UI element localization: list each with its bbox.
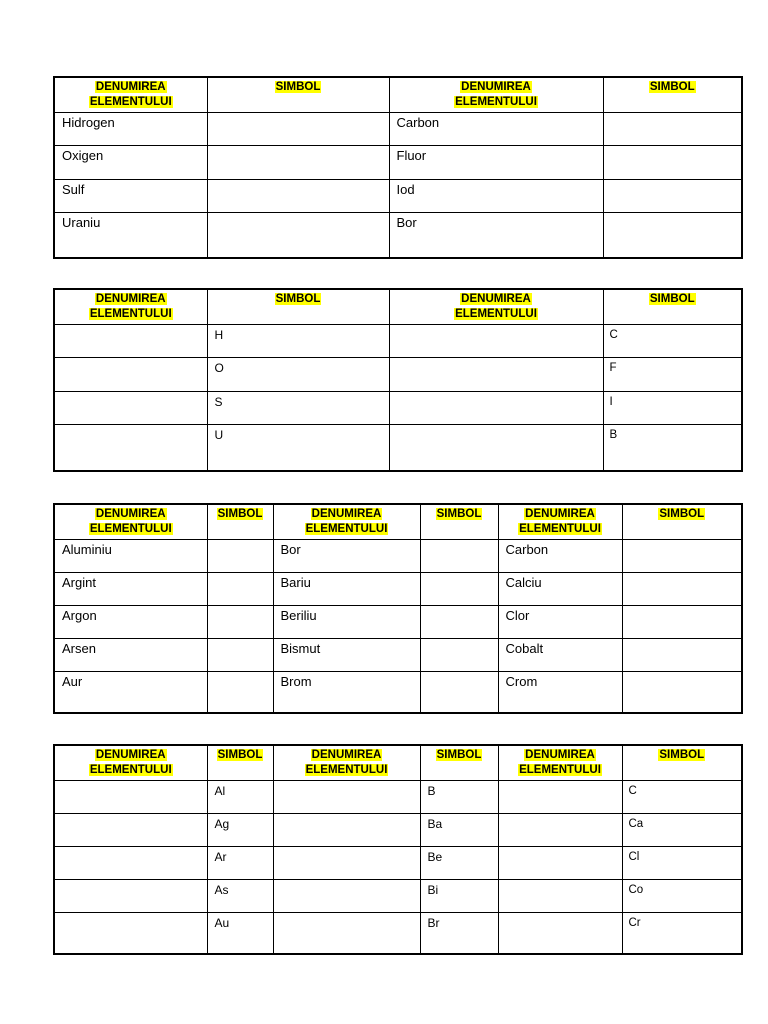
table-row <box>54 146 742 180</box>
header-symbol: SIMBOL <box>420 745 498 781</box>
name-answer-cell[interactable] <box>54 847 207 880</box>
table-row <box>54 847 742 880</box>
symbol-cell: As <box>207 880 273 913</box>
element-name-cell: Bor <box>389 213 603 258</box>
symbol-answer-cell[interactable] <box>603 146 742 180</box>
header-symbol: SIMBOL <box>603 289 742 325</box>
symbol-answer-cell[interactable] <box>420 672 498 713</box>
symbol-answer-cell[interactable] <box>622 672 742 713</box>
symbol-answer-cell[interactable] <box>207 213 389 258</box>
symbol-cell: Br <box>420 913 498 954</box>
symbol-answer-cell[interactable] <box>420 606 498 639</box>
name-answer-cell[interactable] <box>273 814 420 847</box>
header-symbol: SIMBOL <box>622 745 742 781</box>
symbol-answer-cell[interactable] <box>603 113 742 146</box>
element-name-cell: Calciu <box>498 573 622 606</box>
symbol-cell: Cl <box>622 847 742 880</box>
name-answer-cell[interactable] <box>498 847 622 880</box>
element-name-cell: Argint <box>54 573 207 606</box>
symbol-answer-cell[interactable] <box>622 540 742 573</box>
element-name-cell: Arsen <box>54 639 207 672</box>
symbol-answer-cell[interactable] <box>622 639 742 672</box>
name-answer-cell[interactable] <box>54 392 207 425</box>
element-name-cell: Aluminiu <box>54 540 207 573</box>
name-answer-cell[interactable] <box>389 325 603 358</box>
symbol-cell: Ar <box>207 847 273 880</box>
header-element-name: DENUMIREA ELEMENTULUI <box>54 77 207 113</box>
name-answer-cell[interactable] <box>54 781 207 814</box>
symbol-answer-cell[interactable] <box>207 606 273 639</box>
table-row <box>54 180 742 213</box>
symbol-cell: Ca <box>622 814 742 847</box>
header-symbol: SIMBOL <box>603 77 742 113</box>
symbol-cell: C <box>603 325 742 358</box>
header-symbol: SIMBOL <box>207 504 273 540</box>
element-name-cell: Aur <box>54 672 207 713</box>
symbol-cell: O <box>207 358 389 392</box>
element-name-cell: Hidrogen <box>54 113 207 146</box>
symbol-answer-cell[interactable] <box>420 639 498 672</box>
element-name-cell: Bor <box>273 540 420 573</box>
symbol-cell: Ag <box>207 814 273 847</box>
table-symbols-3col <box>53 744 743 955</box>
table-row <box>54 781 742 814</box>
symbol-cell: Ba <box>420 814 498 847</box>
element-name-cell: Carbon <box>389 113 603 146</box>
symbol-answer-cell[interactable] <box>207 113 389 146</box>
header-element-name: DENUMIREA ELEMENTULUI <box>54 504 207 540</box>
symbol-answer-cell[interactable] <box>622 606 742 639</box>
element-name-cell: Sulf <box>54 180 207 213</box>
symbol-cell: B <box>420 781 498 814</box>
name-answer-cell[interactable] <box>498 781 622 814</box>
name-answer-cell[interactable] <box>54 913 207 954</box>
name-answer-cell[interactable] <box>273 781 420 814</box>
element-name-cell: Argon <box>54 606 207 639</box>
table-row <box>54 573 742 606</box>
symbol-answer-cell[interactable] <box>603 180 742 213</box>
element-name-cell: Beriliu <box>273 606 420 639</box>
table-row <box>54 913 742 954</box>
table-row <box>54 606 742 639</box>
symbol-answer-cell[interactable] <box>207 146 389 180</box>
table-row <box>54 392 742 425</box>
table-row <box>54 672 742 713</box>
table-names-2col <box>53 76 743 259</box>
symbol-cell: Au <box>207 913 273 954</box>
header-symbol: SIMBOL <box>622 504 742 540</box>
symbol-answer-cell[interactable] <box>207 573 273 606</box>
name-answer-cell[interactable] <box>498 814 622 847</box>
symbol-answer-cell[interactable] <box>603 213 742 258</box>
element-name-cell: Clor <box>498 606 622 639</box>
header-element-name: DENUMIREA ELEMENTULUI <box>273 745 420 781</box>
element-name-cell: Carbon <box>498 540 622 573</box>
table-header-row <box>54 289 742 325</box>
symbol-cell: Bi <box>420 880 498 913</box>
symbol-cell: H <box>207 325 389 358</box>
symbol-cell: U <box>207 425 389 471</box>
element-name-cell: Oxigen <box>54 146 207 180</box>
header-element-name: DENUMIREA ELEMENTULUI <box>54 289 207 325</box>
symbol-cell: Cr <box>622 913 742 954</box>
table-names-3col <box>53 503 743 714</box>
element-name-cell: Crom <box>498 672 622 713</box>
element-name-cell: Fluor <box>389 146 603 180</box>
name-answer-cell[interactable] <box>54 425 207 471</box>
table-row <box>54 325 742 358</box>
name-answer-cell[interactable] <box>389 392 603 425</box>
table-symbols-2col <box>53 288 743 472</box>
symbol-answer-cell[interactable] <box>420 573 498 606</box>
element-name-cell: Brom <box>273 672 420 713</box>
table-header-row <box>54 77 742 113</box>
header-symbol: SIMBOL <box>207 77 389 113</box>
name-answer-cell[interactable] <box>389 358 603 392</box>
table-row <box>54 113 742 146</box>
table-header-row <box>54 504 742 540</box>
symbol-cell: F <box>603 358 742 392</box>
header-element-name: DENUMIREA ELEMENTULUI <box>273 504 420 540</box>
symbol-cell: C <box>622 781 742 814</box>
name-answer-cell[interactable] <box>54 814 207 847</box>
symbol-cell: I <box>603 392 742 425</box>
symbol-cell: Be <box>420 847 498 880</box>
header-symbol: SIMBOL <box>420 504 498 540</box>
table-row <box>54 814 742 847</box>
name-answer-cell[interactable] <box>54 325 207 358</box>
name-answer-cell[interactable] <box>389 425 603 471</box>
header-element-name: DENUMIREA ELEMENTULUI <box>389 289 603 325</box>
header-element-name: DENUMIREA ELEMENTULUI <box>498 504 622 540</box>
element-name-cell: Iod <box>389 180 603 213</box>
element-name-cell: Uraniu <box>54 213 207 258</box>
name-answer-cell[interactable] <box>273 913 420 954</box>
symbol-cell: B <box>603 425 742 471</box>
symbol-cell: S <box>207 392 389 425</box>
symbol-answer-cell[interactable] <box>207 180 389 213</box>
name-answer-cell[interactable] <box>54 358 207 392</box>
symbol-cell: Al <box>207 781 273 814</box>
table-row <box>54 425 742 471</box>
symbol-answer-cell[interactable] <box>420 540 498 573</box>
table-header-row <box>54 745 742 781</box>
header-symbol: SIMBOL <box>207 289 389 325</box>
table-row <box>54 639 742 672</box>
symbol-answer-cell[interactable] <box>207 639 273 672</box>
name-answer-cell[interactable] <box>273 880 420 913</box>
name-answer-cell[interactable] <box>54 880 207 913</box>
table-row <box>54 540 742 573</box>
header-element-name: DENUMIREA ELEMENTULUI <box>54 745 207 781</box>
element-name-cell: Cobalt <box>498 639 622 672</box>
header-element-name: DENUMIREA ELEMENTULUI <box>389 77 603 113</box>
symbol-answer-cell[interactable] <box>622 573 742 606</box>
table-row <box>54 880 742 913</box>
header-element-name: DENUMIREA ELEMENTULUI <box>498 745 622 781</box>
table-row <box>54 358 742 392</box>
symbol-answer-cell[interactable] <box>207 540 273 573</box>
table-row <box>54 213 742 258</box>
name-answer-cell[interactable] <box>498 880 622 913</box>
symbol-answer-cell[interactable] <box>207 672 273 713</box>
element-name-cell: Bismut <box>273 639 420 672</box>
name-answer-cell[interactable] <box>498 913 622 954</box>
header-symbol: SIMBOL <box>207 745 273 781</box>
symbol-cell: Co <box>622 880 742 913</box>
name-answer-cell[interactable] <box>273 847 420 880</box>
element-name-cell: Bariu <box>273 573 420 606</box>
